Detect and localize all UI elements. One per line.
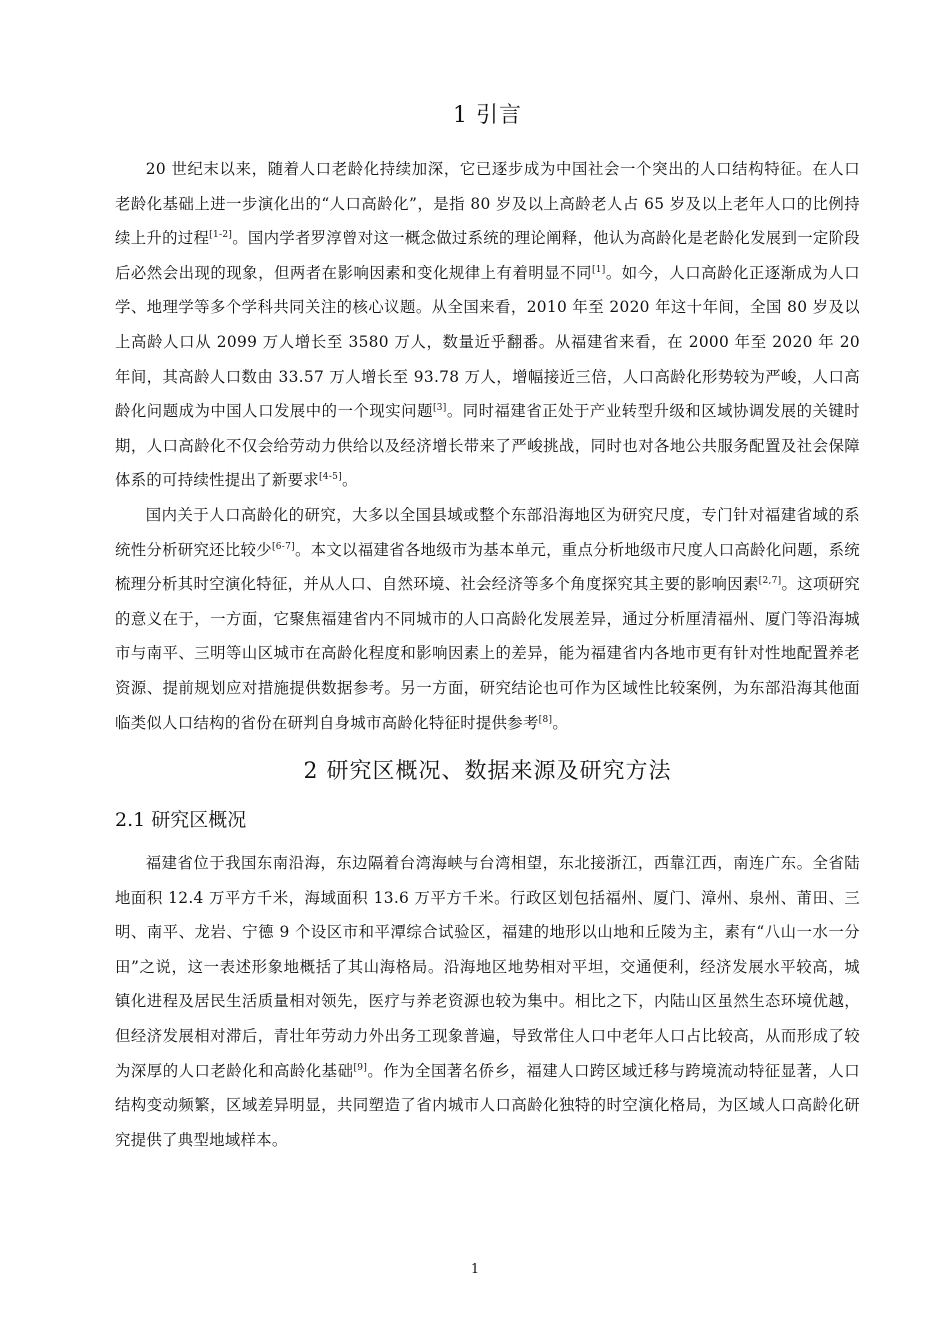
text-run: 。这项研究的意义在于，一方面，它聚焦福建省内不同城市的人口高龄化发展差异，通过分析厘清福州、厦门等沿海城市与南平、三明等山区城市在高龄化程度和影响因素上的差异，能为福建省内各地市更有针对性地配置养老资源、提前规划应对措施提供数据参考。另一方面，研究结论也可作为区域性比较案例，为东部沿海其他面临类似人口结构的省份在研判自身城市高龄化特征时提供参考 (115, 575, 860, 732)
citation: [1-2] (209, 230, 233, 241)
section-2-heading: 2 研究区概况、数据来源及研究方法 (303, 759, 672, 785)
page-content (115, 98, 860, 1157)
section-1-paragraph-2 (115, 498, 860, 740)
text-run: 福建省位于我国东南沿海，东边隔着台湾海峡与台湾相望，东北接浙江，西靠江西，南连广东。全省陆地面积 12.4 万平方千米，海域面积 13.6 万平方千米。行政区划包括福州、厦门、漳州、泉州、莆田、三明、南平、龙岩、宁德 9 个设区市和平潭综合试验区，福建的地形以山地和丘陵为主，素有“八山一水一分田”之说，这一表述形象地概括了其山海格局。沿海地区地势相对平坦，交通便利，经济发展水平较高，城镇化进程及居民生活质量相对领先，医疗与养老资源也较为集中。相比之下，内陆山区虽然生态环境优越，但经济发展相对滞后，青壮年劳动力外出务工现象普遍，导致常住人口中老年人口占比较高，从而形成了较为深厚的人口老龄化和高龄化基础 (115, 854, 860, 1080)
text-run: 。本文以福建省各地级市为基本单元，重点分析地级市尺度人口高龄化问题，系统梳理分析其时空演化特征，并从人口、自然环境、社会经济等多个角度探究其主要的影响因素 (115, 540, 860, 594)
text-run: 。 (552, 713, 569, 732)
subsection-2-1-paragraph-1 (115, 846, 860, 1157)
section-1-heading: 1 引言 (453, 103, 522, 128)
citation: [1] (591, 264, 606, 275)
text-run: 。 (342, 471, 358, 490)
subsection-2-1-heading: 2.1 研究区概况 (115, 809, 247, 832)
citation: [3] (432, 403, 447, 414)
citation: [4-5] (318, 472, 342, 483)
text-run: 。国内学者罗淳曾对这一概念做过系统的理论阐释，他认为高龄化是老龄化发展到一定阶段后必然会出现的现象，但两者在影响因素和变化规律上有着明显不同 (115, 229, 860, 282)
section-1-paragraph-1 (115, 152, 860, 498)
text-run: 。同时福建省正处于产业转型升级和区域协调发展的关键时期，人口高龄化不仅会给劳动力供给以及经济增长带来了严峻挑战，同时也对各地公共服务配置及社会保障体系的可持续性提出了新要求 (115, 402, 860, 490)
text-run: 。作为全国著名侨乡，福建人口跨区域迁移与跨境流动特征显著，人口结构变动频繁，区域差异明显，共同塑造了省内城市人口高龄化独特的时空演化格局，为区域人口高龄化研究提供了典型地域样本。 (115, 1061, 860, 1149)
text-run: 20 世纪末以来，随着人口老龄化持续加深，它已逐步成为中国社会一个突出的人口结构特征。在人口老龄化基础上进一步演化出的“人口高龄化”，是指 80 岁及以上高龄老人占 65 岁及以上老年人口的比例持续上升的过程 (115, 160, 860, 248)
text-run: 。如今，人口高龄化正逐渐成为人口学、地理学等多个学科共同关注的核心议题。从全国来看，2010 年至 2020 年这十年间，全国 80 岁及以上高龄人口从 2099 万人增长至 3580 万人，数量近乎翻番。从福建省来看，在 2000 年至 2020 年 20 年间，其高龄人口数由 33.57 万人增长至 93.78 万人，增幅接近三倍，人口高龄化形势较为严峻，人口高龄化问题成为中国人口发展中的一个现实问题 (115, 263, 860, 421)
citation: [6-7] (271, 541, 295, 552)
citation: [8] (538, 714, 553, 725)
citation: [9] (353, 1062, 368, 1073)
text-run: 国内关于人口高龄化的研究，大多以全国县域或整个东部沿海地区为研究尺度，专门针对福建省域的系统性分析研究还比较少 (115, 505, 860, 559)
page-number: 1 (470, 1262, 480, 1277)
citation: [2,7] (758, 576, 782, 587)
